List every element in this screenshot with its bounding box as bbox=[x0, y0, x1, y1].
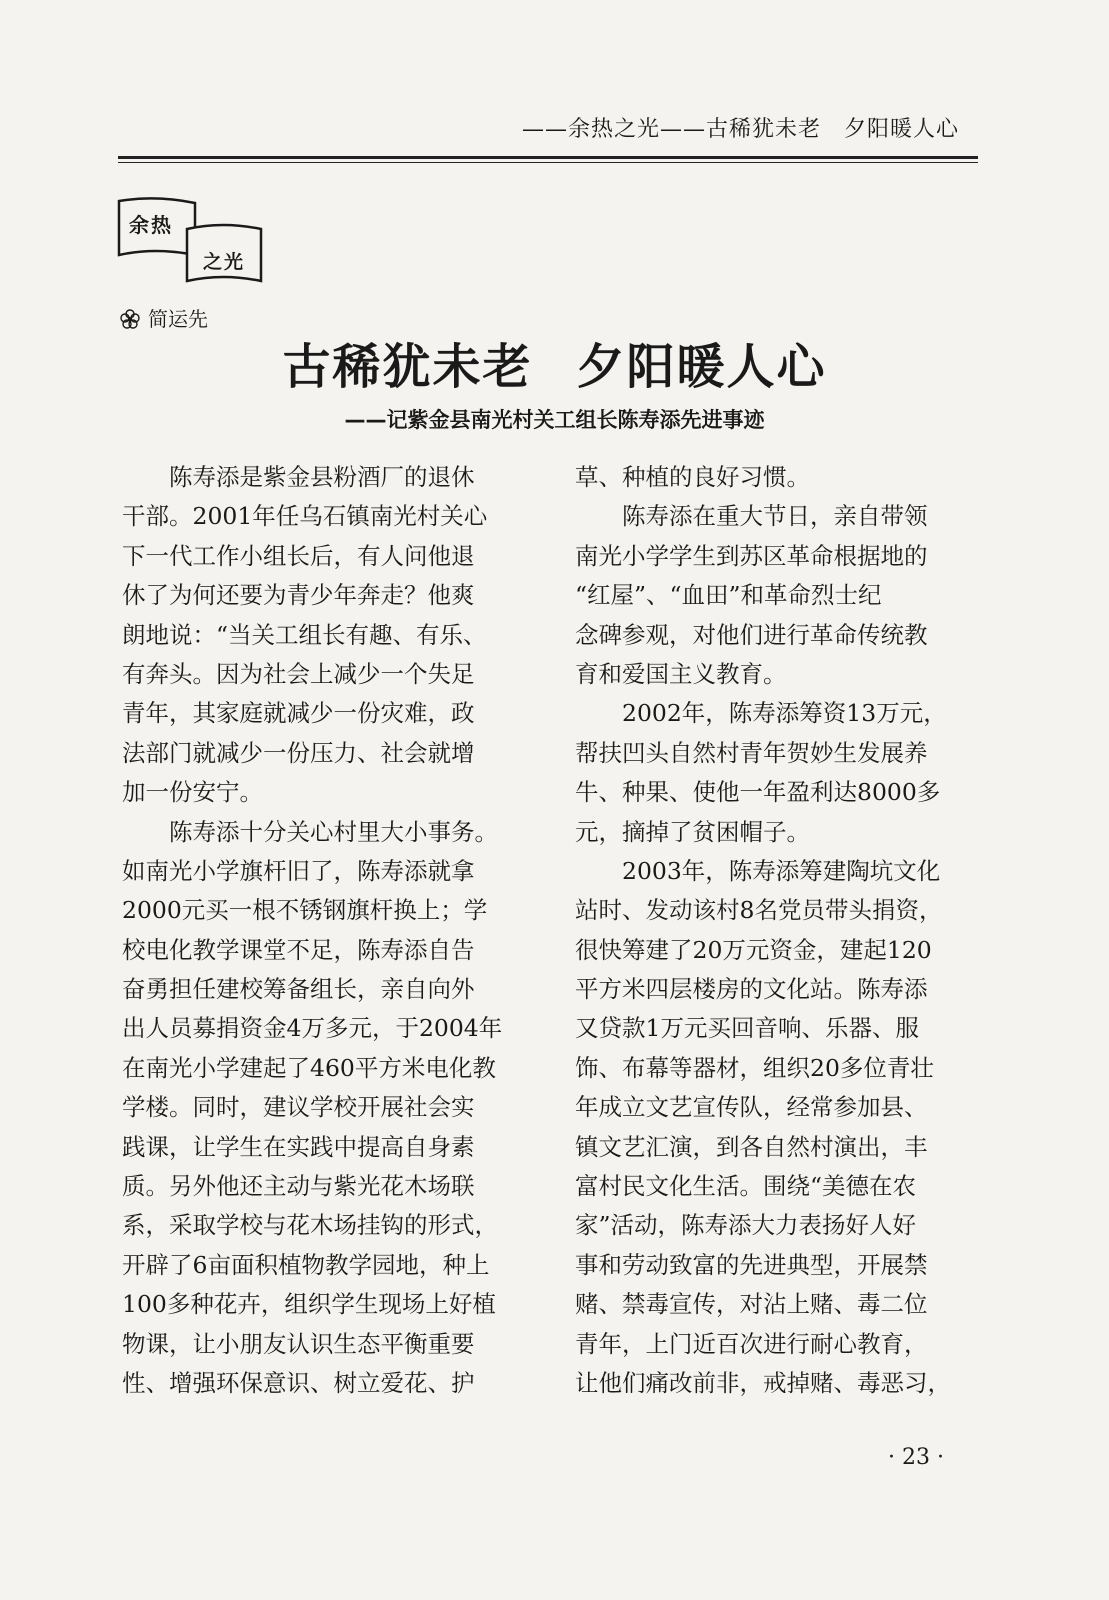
text-line: 朗地说：“当关工组长有趣、有乐、 bbox=[122, 620, 487, 649]
column-logo-banner bbox=[115, 195, 265, 287]
text-line: 性、增强环保意识、树立爱花、护 bbox=[122, 1368, 475, 1397]
text-line: 有奔头。因为社会上减少一个失足 bbox=[122, 659, 475, 688]
text-line: 镇文艺汇演，到各自然村演出，丰 bbox=[575, 1132, 928, 1161]
text-line: 陈寿添在重大节日，亲自带领 bbox=[575, 502, 928, 531]
text-line: 奋勇担任建校筹备组长，亲自向外 bbox=[122, 975, 475, 1004]
text-line: 2002年，陈寿添筹资13万元， bbox=[575, 699, 947, 728]
text-line: 学楼。同时，建议学校开展社会实 bbox=[122, 1093, 475, 1122]
text-line: 元，摘掉了贫困帽子。 bbox=[575, 817, 810, 846]
text-line: 质。另外他还主动与紫光花木场联 bbox=[122, 1172, 475, 1201]
text-line: 饰、布幕等器材，组织20多位青壮 bbox=[575, 1053, 934, 1082]
author-name: 简运先 bbox=[148, 307, 208, 331]
text-line: 2003年，陈寿添筹建陶坑文化 bbox=[575, 856, 941, 885]
text-line: 草、种植的良好习惯。 bbox=[575, 463, 810, 491]
text-line: 牛、种果、使他一年盈利达8000多 bbox=[575, 778, 941, 807]
text-line: 富村民文化生活。围绕“美德在农 bbox=[575, 1172, 917, 1201]
text-line: 陈寿添是紫金县粉酒厂的退休 bbox=[122, 463, 475, 491]
text-line: 开辟了6亩面积植物教学园地，种上 bbox=[122, 1250, 490, 1279]
page-number: · 23 · bbox=[888, 1445, 944, 1470]
text-line: “红屋”、“血田”和革命烈士纪 bbox=[575, 581, 882, 610]
text-line: 如南光小学旗杆旧了，陈寿添就拿 bbox=[122, 856, 475, 885]
body-column-right bbox=[575, 458, 967, 1403]
text-line: 干部。2001年任乌石镇南光村关心 bbox=[122, 502, 488, 531]
text-line: 青年，其家庭就减少一份灾难，政 bbox=[122, 699, 475, 728]
text-line: 赌、禁毒宣传，对沾上赌、毒二位 bbox=[575, 1290, 928, 1319]
text-line: 青年，上门近百次进行耐心教育， bbox=[575, 1329, 928, 1358]
body-column-left bbox=[122, 458, 514, 1403]
running-header: ——余热之光——古稀犹未老 夕阳暖人心 bbox=[521, 117, 959, 142]
text-line: 站时、发动该村8名党员带头捐资， bbox=[575, 896, 943, 925]
text-line: 育和爱国主义教育。 bbox=[575, 659, 787, 688]
text-line: 加一份安宁。 bbox=[122, 778, 263, 807]
text-line: 校电化教学课堂不足，陈寿添自告 bbox=[122, 935, 475, 964]
column-logo-line1: 余热 bbox=[129, 213, 173, 237]
text-line: 下一代工作小组长后，有人问他退 bbox=[122, 541, 475, 570]
text-line: 践课，让学生在实践中提高自身素 bbox=[122, 1132, 475, 1161]
article-subtitle: ——记紫金县南光村关工组长陈寿添先进事迹 bbox=[344, 408, 765, 432]
text-line: 让他们痛改前非，戒掉赌、毒恶习， bbox=[575, 1368, 951, 1397]
text-line: 物课，让小朋友认识生态平衡重要 bbox=[122, 1329, 475, 1358]
text-line: 南光小学学生到苏区革命根据地的 bbox=[575, 541, 928, 570]
text-line: 法部门就减少一份压力、社会就增 bbox=[122, 738, 475, 767]
column-logo-line2: 之光 bbox=[203, 251, 246, 273]
header-rule-thick bbox=[118, 156, 978, 159]
text-line: 在南光小学建起了460平方米电化教 bbox=[122, 1053, 496, 1082]
text-line: 陈寿添十分关心村里大小事务。 bbox=[122, 817, 498, 846]
text-line: 100多种花卉，组织学生现场上好植 bbox=[122, 1290, 496, 1319]
header-rule-thin bbox=[118, 162, 978, 163]
text-line: 休了为何还要为青少年奔走？他爽 bbox=[122, 581, 475, 610]
article-title bbox=[0, 328, 1109, 397]
text-line: 家”活动，陈寿添大力表扬好人好 bbox=[575, 1211, 917, 1240]
text-line: 2000元买一根不锈钢旗杆换上；学 bbox=[122, 896, 488, 925]
text-line: 又贷款1万元买回音响、乐器、服 bbox=[575, 1014, 919, 1043]
text-line: 帮扶凹头自然村青年贺妙生发展养 bbox=[575, 738, 928, 767]
text-line: 事和劳动致富的先进典型，开展禁 bbox=[575, 1250, 928, 1279]
article-title-part2: 夕阳暖人心 bbox=[576, 339, 827, 395]
text-line: 很快筹建了20万元资金，建起120 bbox=[575, 935, 932, 964]
flower-icon bbox=[120, 309, 140, 329]
text-line: 出人员募捐资金4万多元，于2004年 bbox=[122, 1014, 503, 1043]
article-title-part1: 古稀犹未老 bbox=[282, 339, 533, 395]
text-line: 年成立文艺宣传队，经常参加县、 bbox=[575, 1093, 928, 1122]
text-line: 念碑参观，对他们进行革命传统教 bbox=[575, 620, 928, 649]
text-line: 系，采取学校与花木场挂钩的形式， bbox=[122, 1211, 498, 1240]
text-line: 平方米四层楼房的文化站。陈寿添 bbox=[575, 975, 928, 1004]
